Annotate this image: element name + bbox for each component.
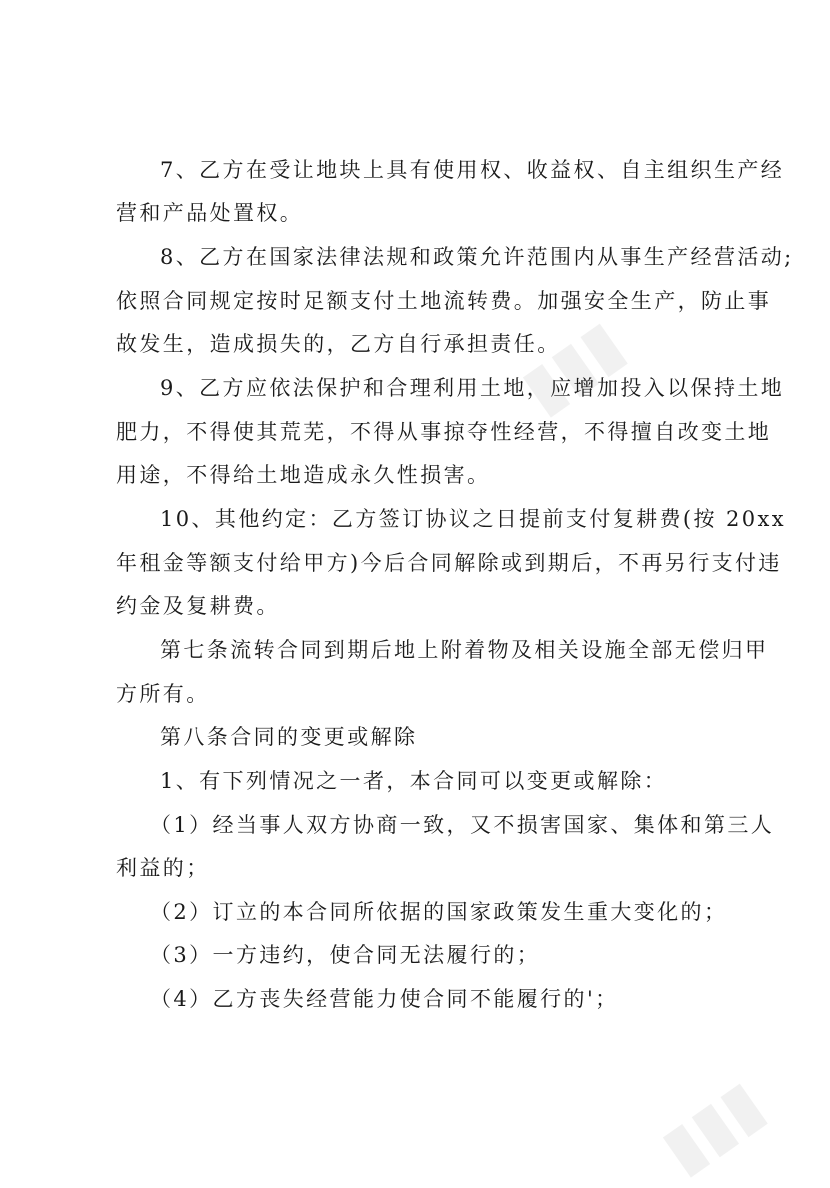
paragraph-line: 1、有下列情况之一者，本合同可以变更或解除： bbox=[160, 769, 668, 793]
paragraph-line: （2）订立的本合同所依据的国家政策发生重大变化的； bbox=[150, 900, 728, 924]
paragraph-line: （3）一方违约，使合同无法履行的； bbox=[150, 943, 541, 967]
paragraph-line: （4）乙方丧失经营能力使合同不能履行的'； bbox=[150, 987, 619, 1011]
paragraph-line: 利益的； bbox=[116, 856, 210, 880]
paragraph-line: 8、乙方在国家法律法规和政策允许范围内从事生产经营活动; bbox=[160, 245, 794, 269]
paragraph-line: 10、其他约定：乙方签订协议之日提前支付复耕费(按 20xx bbox=[160, 507, 786, 531]
paragraph-line: 方所有。 bbox=[116, 682, 210, 706]
paragraph-line: （1）经当事人双方协商一致，又不损害国家、集体和第三人 bbox=[150, 813, 775, 837]
paragraph-line: 故发生，造成损失的，乙方自行承担责任。 bbox=[116, 332, 561, 356]
watermark-mark: ▮▮▮ bbox=[648, 1066, 778, 1188]
watermark-mark: ▮▮▮ bbox=[508, 306, 638, 428]
paragraph-line: 肥力，不得使其荒芜，不得从事掠夺性经营，不得擅自改变土地 bbox=[116, 420, 772, 444]
paragraph-line: 用途，不得给土地造成永久性损害。 bbox=[116, 463, 491, 487]
paragraph-line: 依照合同规定按时足额支付土地流转费。加强安全生产，防止事 bbox=[116, 289, 772, 313]
paragraph-line: 第七条流转合同到期后地上附着物及相关设施全部无偿归甲 bbox=[160, 638, 769, 662]
paragraph-line: 约金及复耕费。 bbox=[116, 594, 280, 618]
section-heading: 第八条合同的变更或解除 bbox=[160, 725, 418, 749]
paragraph-line: 7、乙方在受让地块上具有使用权、收益权、自主组织生产经 bbox=[160, 158, 785, 182]
paragraph-line: 9、乙方应依法保护和合理利用土地，应增加投入以保持土地 bbox=[160, 376, 785, 400]
paragraph-line: 年租金等额支付给甲方)今后合同解除或到期后，不再另行支付违 bbox=[116, 551, 782, 575]
paragraph-line: 营和产品处置权。 bbox=[116, 201, 304, 225]
